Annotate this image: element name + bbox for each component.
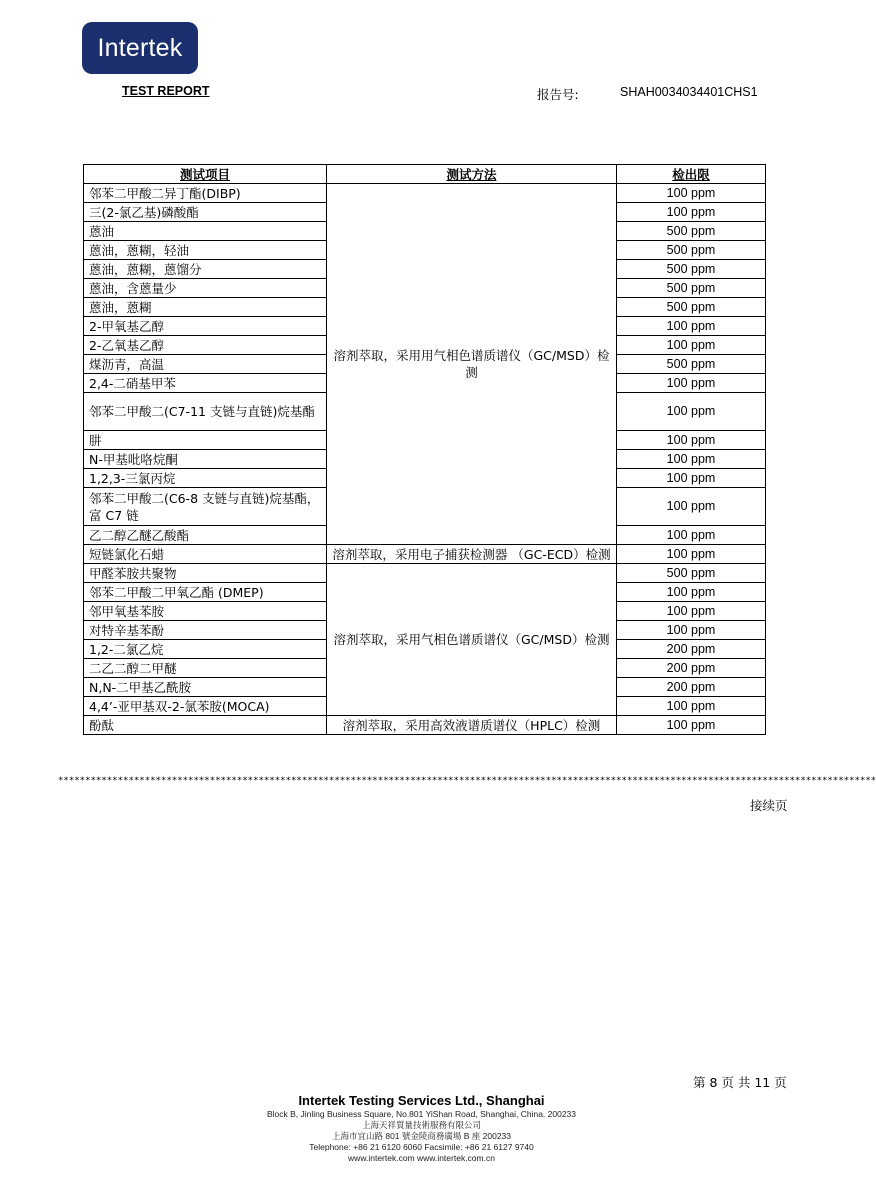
report-number-label: 报告号: bbox=[537, 87, 579, 102]
test-item-cell: 2,4-二硝基甲苯 bbox=[84, 374, 327, 393]
separator-line: ******************************************************************************************************************************************************* bbox=[58, 776, 876, 786]
detection-limit-cell: 100 ppm bbox=[617, 431, 766, 450]
footer-name-cn: 上海天祥質量技術服務有限公司 bbox=[361, 1120, 481, 1130]
detection-limit-cell: 100 ppm bbox=[617, 469, 766, 488]
detection-limit-cell: 100 ppm bbox=[617, 526, 766, 545]
detection-limit-cell: 500 ppm bbox=[617, 298, 766, 317]
table-header-row bbox=[84, 165, 766, 184]
table-row bbox=[84, 545, 766, 564]
detection-limit-cell: 100 ppm bbox=[617, 317, 766, 336]
test-item-cell: 1,2,3-三氯丙烷 bbox=[84, 469, 327, 488]
continue-note: 接续页 bbox=[750, 798, 788, 813]
detection-limit-cell: 200 ppm bbox=[617, 659, 766, 678]
page-number: 第 8 页 共 11 页 bbox=[693, 1075, 787, 1090]
detection-limit-cell: 100 ppm bbox=[617, 184, 766, 203]
detection-limit-cell: 100 ppm bbox=[617, 488, 766, 526]
detection-limit-cell: 100 ppm bbox=[617, 716, 766, 735]
test-item-cell: 邻苯二甲酸二(C7-11 支链与直链)烷基酯 bbox=[84, 393, 327, 431]
detection-limit-cell: 100 ppm bbox=[617, 621, 766, 640]
detection-limit-cell: 100 ppm bbox=[617, 602, 766, 621]
detection-limit-cell: 500 ppm bbox=[617, 279, 766, 298]
test-item-cell: 邻苯二甲酸二甲氧乙酯 (DMEP) bbox=[84, 583, 327, 602]
test-item-cell: N-甲基吡咯烷酮 bbox=[84, 450, 327, 469]
test-item-cell: 4,4’-亚甲基双-2-氯苯胺(MOCA) bbox=[84, 697, 327, 716]
detection-limit-cell: 200 ppm bbox=[617, 640, 766, 659]
footer-web: www.intertek.com www.intertek.com.cn bbox=[348, 1153, 495, 1163]
footer-address-en: Block B, Jinling Business Square, No.801 YiShan Road, Shanghai, China. 200233 bbox=[266, 1109, 577, 1119]
detection-limit-cell: 100 ppm bbox=[617, 336, 766, 355]
footer-company: Intertek Testing Services Ltd., Shanghai bbox=[298, 1093, 545, 1108]
detection-limit-cell: 500 ppm bbox=[617, 260, 766, 279]
test-method-cell: 溶剂萃取，采用电子捕获检测器 （GC-ECD）检测 bbox=[327, 545, 617, 564]
detection-limit-cell: 500 ppm bbox=[617, 355, 766, 374]
test-item-cell: 乙二醇乙醚乙酸酯 bbox=[84, 526, 327, 545]
test-item-cell: 邻苯二甲酸二(C6-8 支链与直链)烷基酯，富 C7 链 bbox=[84, 488, 327, 526]
detection-limit-cell: 100 ppm bbox=[617, 450, 766, 469]
footer bbox=[0, 1093, 843, 1164]
detection-limit-cell: 100 ppm bbox=[617, 583, 766, 602]
detection-limit-cell: 500 ppm bbox=[617, 241, 766, 260]
report-title: TEST REPORT bbox=[122, 84, 210, 98]
column-header-test-method: 测试方法 bbox=[327, 165, 617, 184]
test-item-cell: 蒽油，含蒽量少 bbox=[84, 279, 327, 298]
test-item-cell: 邻甲氧基苯胺 bbox=[84, 602, 327, 621]
test-item-cell: 蒽油，蒽糊，蒽馏分 bbox=[84, 260, 327, 279]
test-item-cell: 对特辛基苯酚 bbox=[84, 621, 327, 640]
test-item-cell: 1,2-二氯乙烷 bbox=[84, 640, 327, 659]
test-item-cell: 邻苯二甲酸二异丁酯(DIBP) bbox=[84, 184, 327, 203]
test-method-cell: 溶剂萃取，采用用气相色谱质谱仪（GC/MSD）检测 bbox=[327, 184, 617, 545]
detection-limit-cell: 500 ppm bbox=[617, 222, 766, 241]
test-item-cell: 短链氯化石蜡 bbox=[84, 545, 327, 564]
detection-limit-cell: 100 ppm bbox=[617, 393, 766, 431]
test-item-cell: 酚酞 bbox=[84, 716, 327, 735]
test-item-cell: 蒽油，蒽糊，轻油 bbox=[84, 241, 327, 260]
detection-limit-cell: 500 ppm bbox=[617, 564, 766, 583]
test-item-cell: 煤沥青，高温 bbox=[84, 355, 327, 374]
footer-address-cn: 上海市宜山路 801 號金陵商務廣場 B 座 200233 bbox=[331, 1131, 512, 1141]
test-method-cell: 溶剂萃取，采用气相色谱质谱仪（GC/MSD）检测 bbox=[327, 564, 617, 716]
test-item-cell: 肼 bbox=[84, 431, 327, 450]
test-method-cell: 溶剂萃取，采用高效液谱质谱仪（HPLC）检测 bbox=[327, 716, 617, 735]
table-row bbox=[84, 564, 766, 583]
table-row bbox=[84, 716, 766, 735]
footer-phone: Telephone: +86 21 6120 6060 Facsimile: +86 21 6127 9740 bbox=[309, 1142, 534, 1152]
detection-limit-cell: 200 ppm bbox=[617, 678, 766, 697]
test-item-cell: 蒽油 bbox=[84, 222, 327, 241]
test-item-cell: 2-甲氧基乙醇 bbox=[84, 317, 327, 336]
test-item-cell: 2-乙氧基乙醇 bbox=[84, 336, 327, 355]
detection-limit-cell: 100 ppm bbox=[617, 545, 766, 564]
detection-limit-cell: 100 ppm bbox=[617, 697, 766, 716]
test-item-cell: 二乙二醇二甲醚 bbox=[84, 659, 327, 678]
detection-limit-cell: 100 ppm bbox=[617, 203, 766, 222]
test-item-cell: N,N-二甲基乙酰胺 bbox=[84, 678, 327, 697]
column-header-detection-limit: 检出限 bbox=[617, 165, 766, 184]
column-header-test-item: 测试项目 bbox=[84, 165, 327, 184]
results-table bbox=[83, 164, 766, 735]
test-item-cell: 三(2-氯乙基)磷酸酯 bbox=[84, 203, 327, 222]
test-item-cell: 甲醛苯胺共聚物 bbox=[84, 564, 327, 583]
test-item-cell: 蒽油，蒽糊 bbox=[84, 298, 327, 317]
detection-limit-cell: 100 ppm bbox=[617, 374, 766, 393]
report-number: SHAH0034034401CHS1 bbox=[620, 85, 758, 99]
results-table-body bbox=[84, 184, 766, 735]
intertek-logo: Intertek bbox=[82, 22, 198, 74]
table-row bbox=[84, 184, 766, 203]
